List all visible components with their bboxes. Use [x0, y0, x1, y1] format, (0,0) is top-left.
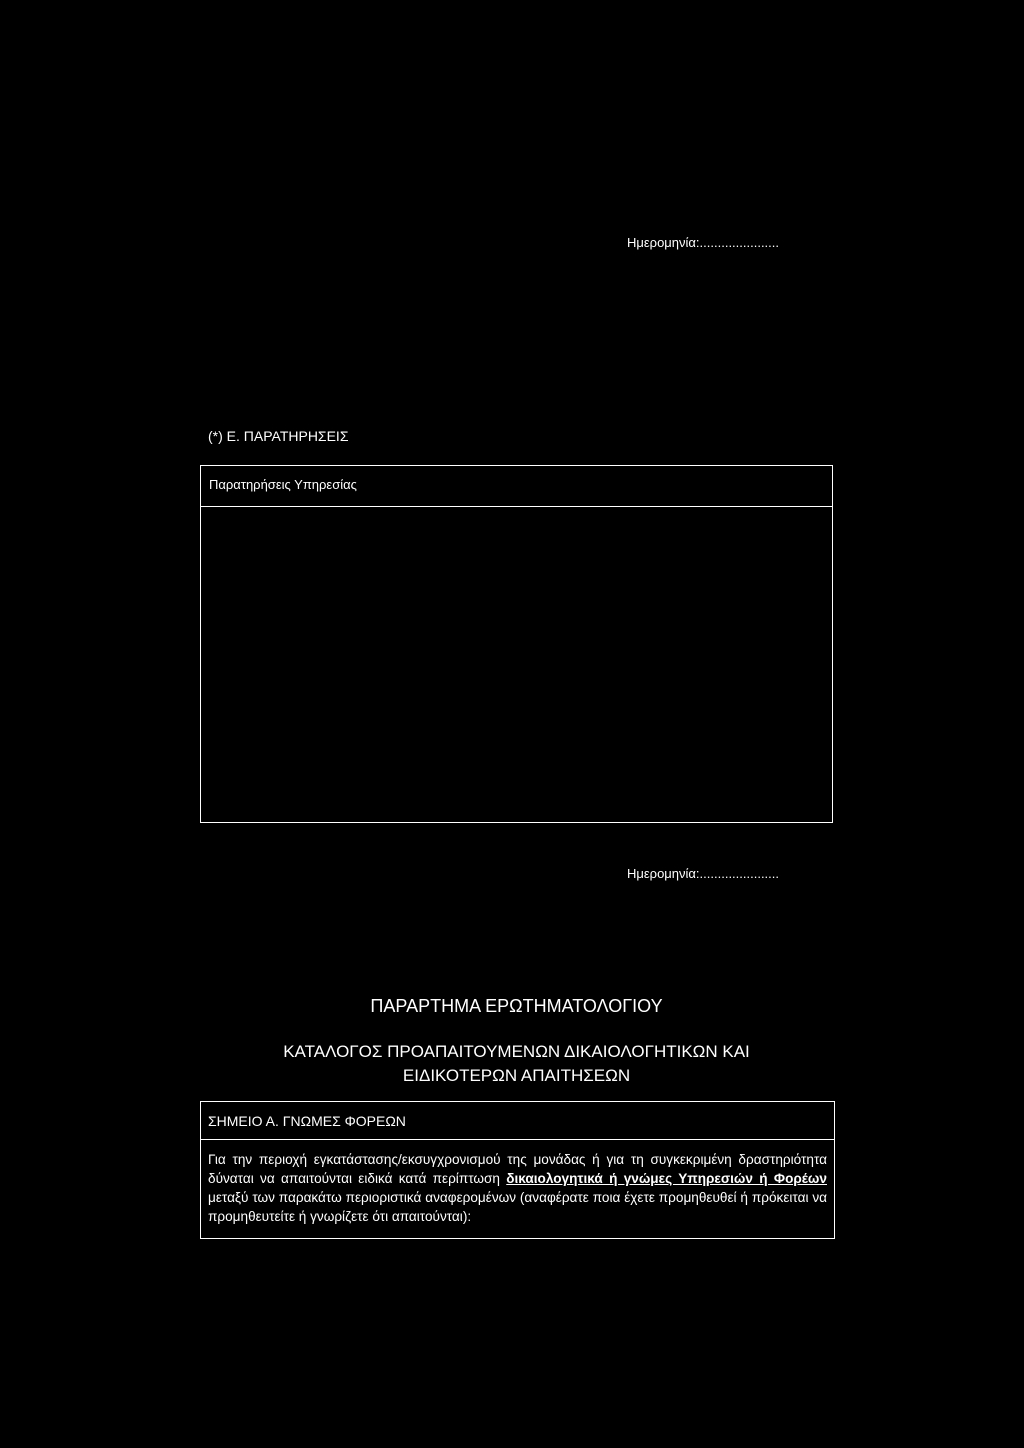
date-value-field[interactable]: ......................: [699, 235, 780, 250]
annex-subtitle-line1: ΚΑΤΑΛΟΓΟΣ ΠΡΟΑΠΑΙΤΟΥΜΕΝΩΝ ΔΙΚΑΙΟΛΟΓΗΤΙΚΩΝ ΚΑΙ: [283, 1042, 750, 1061]
point-a-label: ΣΗΜΕΙΟ Α. ΓΝΩΜΕΣ ΦΟΡΕΩΝ: [208, 1113, 406, 1129]
remarks-content-field[interactable]: [201, 507, 832, 822]
description-text-end: μεταξύ των παρακάτω περιοριστικά αναφερομένων (αναφέρατε ποια έχετε προμηθευθεί ή πρόκειται να προμηθευτείτε ή γνωρίζετε ότι απαιτούνται):: [208, 1190, 827, 1224]
description-text: Για την περιοχή εγκατάστασης/εκσυγχρονισμού της μονάδας ή για τη συγκεκριμένη δραστηριότητα δύναται να απαιτούνται ειδικά κατά περίπτωση: [208, 1152, 827, 1186]
section-title-remarks: (*) Ε. ΠΑΡΑΤΗΡΗΣΕΙΣ: [208, 428, 349, 444]
date-label: Ημερομηνία:: [627, 235, 700, 250]
remarks-header: Παρατηρήσεις Υπηρεσίας: [201, 466, 832, 507]
opinions-description: [201, 1140, 834, 1226]
date-value-field[interactable]: ......................: [699, 866, 780, 881]
date-line-top: [627, 235, 779, 250]
annex-subtitle-line2: ΕΙΔΙΚΟΤΕΡΩΝ ΑΠΑΙΤΗΣΕΩΝ: [402, 1066, 631, 1085]
annex-title: ΠΑΡΑΡΤΗΜΑ ΕΡΩΤΗΜΑΤΟΛΟΓΙΟΥ: [370, 996, 663, 1016]
date-line-bottom: [627, 866, 779, 881]
description-emphasis: δικαιολογητικά ή γνώμες Υπηρεσιών ή Φορέων: [506, 1171, 827, 1186]
remarks-table: [200, 465, 833, 823]
date-label: Ημερομηνία:: [627, 866, 700, 881]
